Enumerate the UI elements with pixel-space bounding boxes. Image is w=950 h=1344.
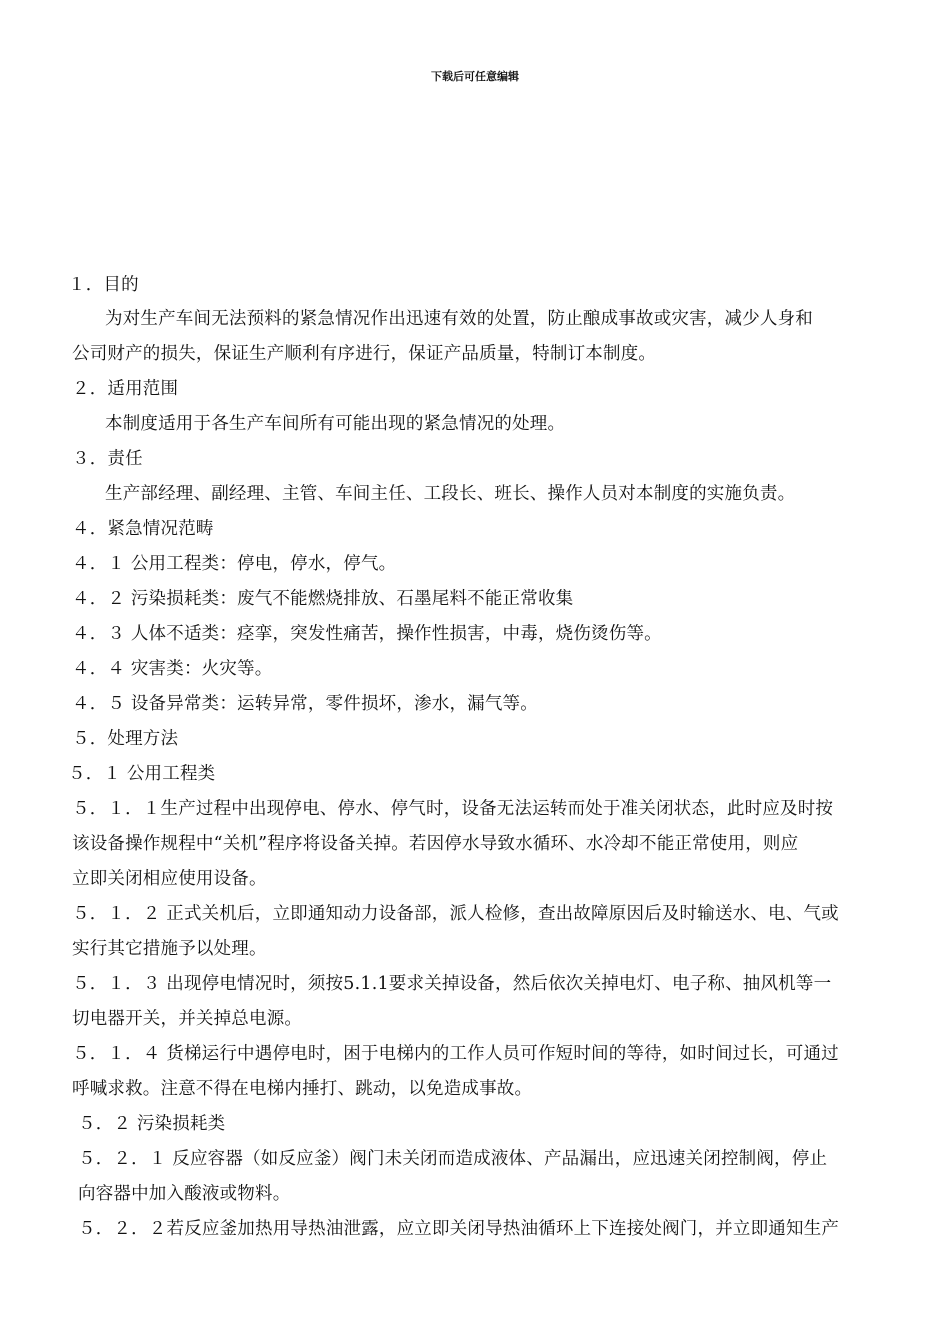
section-heading-responsibility: ３．责任 — [72, 449, 143, 469]
paragraph-line: 向容器中加入酸液或物料。 — [78, 1184, 291, 1204]
paragraph-line: ５．２．２若反应釜加热用导热油泄露，应立即关闭导热油循环上下连接处阀门，并立即通知生产 — [78, 1219, 840, 1239]
paragraph-line: ５．１．２ 正式关机后，立即通知动力设备部，派人检修，查出故障原因后及时输送水、电、气或 — [72, 904, 839, 924]
paragraph-line: ５．１．４ 货梯运行中遇停电时，困于电梯内的工作人员可作短时间的等待，如时间过长，可通过 — [72, 1044, 839, 1064]
section-heading-scope-of-emergencies: ４．紧急情况范畴 — [72, 519, 214, 539]
paragraph-line: 呼喊求救。注意不得在电梯内捶打、跳动，以免造成事故。 — [72, 1079, 533, 1099]
paragraph-line: ５．１．３ 出现停电情况时，须按5.1.1要求关掉设备，然后依次关掉电灯、电子称、抽风机等一 — [72, 974, 832, 994]
section-heading-scope: ２．适用范围 — [72, 379, 179, 399]
list-item: ４．４ 灾害类：火灾等。 — [72, 659, 273, 679]
paragraph-line: ５．２．１ 反应容器（如反应釜）阀门未关闭而造成液体、产品漏出，应迅速关闭控制阀，停止 — [78, 1149, 828, 1169]
paragraph-line: 生产部经理、副经理、主管、车间主任、工段长、班长、操作人员对本制度的实施负责。 — [105, 484, 796, 504]
list-item: ４．３ 人体不适类：痉挛，突发性痛苦，操作性损害，中毒，烧伤烫伤等。 — [72, 624, 662, 644]
subsection-heading: ５．１ 公用工程类 — [68, 764, 216, 784]
paragraph-line: 该设备操作规程中“关机”程序将设备关掉。若因停水导致水循环、水冷却不能正常使用，则应 — [72, 834, 799, 854]
list-item: ４．２ 污染损耗类：废气不能燃烧排放、石墨尾料不能正常收集 — [72, 589, 574, 609]
list-item: ４．５ 设备异常类：运转异常，零件损坏，渗水，漏气等。 — [72, 694, 538, 714]
page-header: 下载后可任意编辑 — [431, 70, 519, 83]
paragraph-line: 本制度适用于各生产车间所有可能出现的紧急情况的处理。 — [105, 414, 566, 434]
paragraph-line: 公司财产的损失，保证生产顺利有序进行，保证产品质量，特制订本制度。 — [72, 344, 657, 364]
subsection-heading: ５．２ 污染损耗类 — [78, 1114, 226, 1134]
paragraph-line: 为对生产车间无法预料的紧急情况作出迅速有效的处置，防止酿成事故或灾害，减少人身和 — [105, 309, 813, 329]
paragraph-line: 切电器开关，并关掉总电源。 — [72, 1009, 303, 1029]
section-heading-handling: ５．处理方法 — [72, 729, 179, 749]
paragraph-line: ５．１．１生产过程中出现停电、停水、停气时，设备无法运转而处于准关闭状态，此时应及时按 — [72, 799, 834, 819]
paragraph-line: 实行其它措施予以处理。 — [72, 939, 267, 959]
section-heading-purpose: １．目的 — [68, 275, 139, 295]
paragraph-line: 立即关闭相应使用设备。 — [72, 869, 267, 889]
list-item: ４．１ 公用工程类：停电，停水，停气。 — [72, 554, 397, 574]
